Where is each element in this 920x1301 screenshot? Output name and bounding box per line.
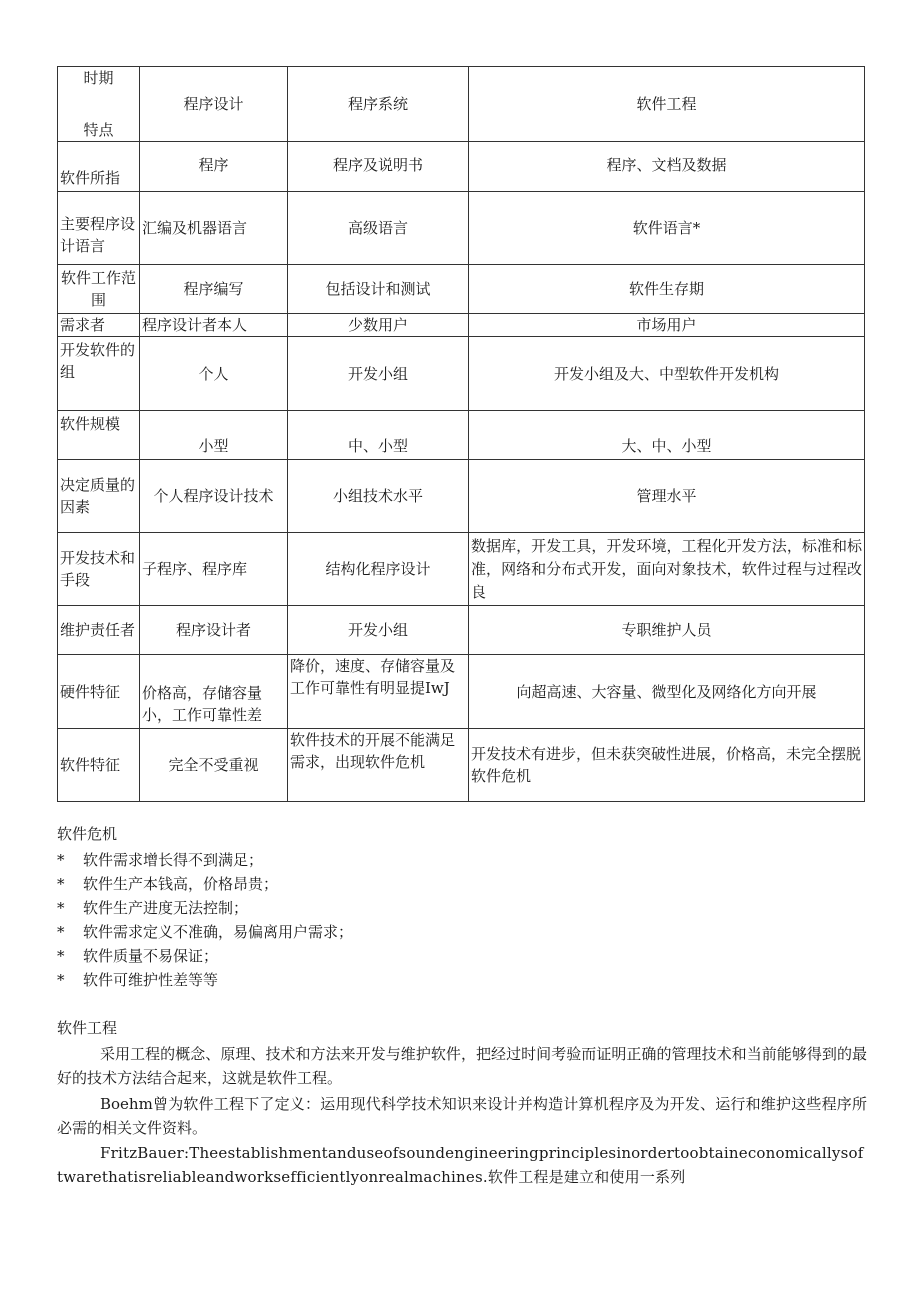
row-label: 开发软件的组 — [58, 337, 140, 411]
bullet: * — [57, 923, 65, 941]
table-cell: 价格高，存储容量小，工作可靠性差 — [140, 655, 288, 729]
table-cell: 管理水平 — [469, 460, 865, 533]
table-row — [58, 533, 865, 606]
table-cell: 个人程序设计技术 — [140, 460, 288, 533]
row-label: 软件所指 — [58, 142, 140, 192]
row-label: 决定质量的因素 — [58, 460, 140, 533]
engineering-title: 软件工程 — [57, 1019, 118, 1037]
engineering-paragraph-3: FritzBauer:Theestablishmentanduseofsoundengineeringprinciplesinordertoobtaineconomicallysoftwarethatisreliableandworksefficientlyonrealmachines.软件工程是建立和使用一系列 — [57, 1144, 864, 1186]
table-cell: 小组技术水平 — [288, 460, 469, 533]
engineering-paragraph-1: 采用工程的概念、原理、技术和方法来开发与维护软件，把经过时间考验而证明正确的管理技术和当前能够得到的最好的技术方法结合起来，这就是软件工程。 — [57, 1045, 867, 1087]
table-header-row — [58, 67, 865, 142]
table-row — [58, 460, 865, 533]
row-label: 软件特征 — [58, 729, 140, 802]
list-item-text: 软件生产进度无法控制； — [83, 899, 249, 917]
row-label: 主要程序设计语言 — [58, 192, 140, 265]
table-cell: 小型 — [140, 411, 288, 460]
list-item — [57, 920, 353, 944]
list-item — [57, 848, 353, 872]
table-cell: 市场用户 — [469, 314, 865, 337]
table-cell: 大、中、小型 — [469, 411, 865, 460]
header-feature: 特点 — [83, 121, 114, 139]
list-item — [57, 944, 353, 968]
table-cell: 数据库，开发工具，开发环境，工程化开发方法，标准和标准，网络和分布式开发，面向对象技术，软件过程与过程改良 — [469, 533, 865, 606]
table-cell: 开发小组 — [288, 337, 469, 411]
table-cell: 子程序、程序库 — [140, 533, 288, 606]
table-row — [58, 729, 865, 802]
header-corner-cell — [58, 67, 140, 142]
header-col-3: 软件工程 — [469, 67, 865, 142]
header-col-1: 程序设计 — [140, 67, 288, 142]
table-cell: 程序设计者 — [140, 606, 288, 655]
crisis-list — [57, 848, 353, 992]
table-cell: 向超高速、大容量、微型化及网络化方向开展 — [469, 655, 865, 729]
table-cell: 开发技术有进步，但未获突破性进展，价格高，未完全摆脱软件危机 — [469, 729, 865, 802]
bullet: * — [57, 971, 65, 989]
bullet: * — [57, 875, 65, 893]
list-item-text: 软件质量不易保证； — [83, 947, 219, 965]
bullet: * — [57, 947, 65, 965]
table-cell: 少数用户 — [288, 314, 469, 337]
list-item — [57, 968, 353, 992]
table-row — [58, 314, 865, 337]
table-cell: 个人 — [140, 337, 288, 411]
row-label: 软件工作范围 — [58, 265, 140, 314]
table-row — [58, 655, 865, 729]
list-item-text: 软件生产本钱高，价格昂贵； — [83, 875, 279, 893]
table-cell: 高级语言 — [288, 192, 469, 265]
bullet: * — [57, 851, 65, 869]
header-period: 时期 — [83, 69, 114, 87]
bullet: * — [57, 899, 65, 917]
table-cell: 程序、文档及数据 — [469, 142, 865, 192]
table-row — [58, 337, 865, 411]
table-row — [58, 192, 865, 265]
table-cell: 汇编及机器语言 — [140, 192, 288, 265]
row-label: 软件规模 — [58, 411, 140, 460]
table-cell: 开发小组及大、中型软件开发机构 — [469, 337, 865, 411]
list-item-text: 软件可维护性差等等 — [83, 971, 219, 989]
table-cell: 软件技术的开展不能满足需求，出现软件危机 — [288, 729, 469, 802]
table-row — [58, 265, 865, 314]
table-row — [58, 606, 865, 655]
table-cell: 结构化程序设计 — [288, 533, 469, 606]
list-item — [57, 896, 353, 920]
list-item-text: 软件需求定义不准确，易偏离用户需求； — [83, 923, 354, 941]
table-row — [58, 142, 865, 192]
table-cell: 程序 — [140, 142, 288, 192]
row-label: 硬件特征 — [58, 655, 140, 729]
table-cell: 包括设计和测试 — [288, 265, 469, 314]
list-item-text: 软件需求增长得不到满足； — [83, 851, 264, 869]
table-cell: 专职维护人员 — [469, 606, 865, 655]
comparison-table — [57, 66, 865, 802]
table-cell: 软件生存期 — [469, 265, 865, 314]
header-col-2: 程序系统 — [288, 67, 469, 142]
table-cell: 开发小组 — [288, 606, 469, 655]
table-cell: 软件语言* — [469, 192, 865, 265]
row-label: 需求者 — [58, 314, 140, 337]
table-cell: 完全不受重视 — [140, 729, 288, 802]
table-cell: 降价，速度、存储容量及工作可靠性有明显提IwJ — [288, 655, 469, 729]
crisis-title: 软件危机 — [57, 825, 118, 843]
table-row — [58, 411, 865, 460]
row-label: 开发技术和手段 — [58, 533, 140, 606]
table-cell: 中、小型 — [288, 411, 469, 460]
table-cell: 程序及说明书 — [288, 142, 469, 192]
table-cell: 程序设计者本人 — [140, 314, 288, 337]
table-cell: 程序编写 — [140, 265, 288, 314]
list-item — [57, 872, 353, 896]
engineering-paragraph-2: Boehm曾为软件工程下了定义：运用现代科学技术知识来设计并构造计算机程序及为开发、运行和维护这些程序所必需的相关文件资料。 — [57, 1095, 867, 1137]
row-label: 维护责任者 — [58, 606, 140, 655]
